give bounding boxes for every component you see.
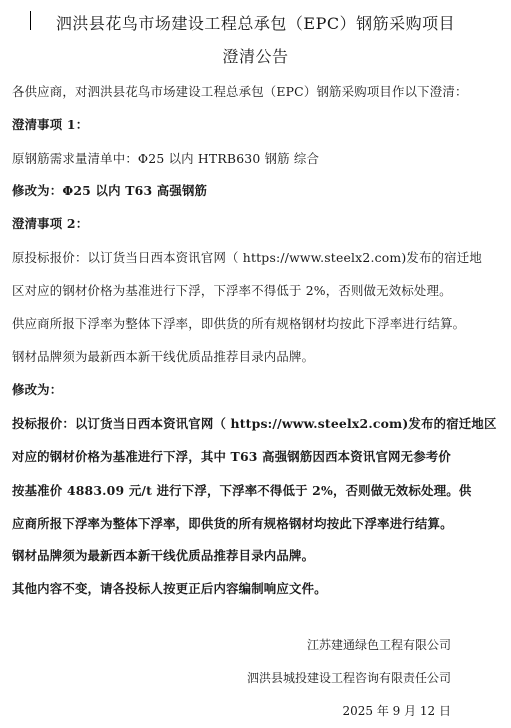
item-2-original-line: 钢材品牌须为最新西本新干线优质品推荐目录内品牌。 [12,349,315,364]
document-date: 2025 年 9 月 12 日 [342,704,451,718]
signatory-company-2: 泗洪县城投建设工程咨询有限责任公司 [246,671,451,685]
item-2-modified-line: 应商所报下浮率为整体下浮率，即供货的所有规格钢材均按此下浮率进行结算。 [12,516,453,531]
item-2-original-line: 区对应的钢材价格为基准进行下浮，下浮率不得低于 2%，否则做无效标处理。 [12,283,452,298]
item-2-modified-heading: 修改为： [12,382,63,397]
clarification-item-1-original: 原钢筋需求量清单中：Φ25 以内 HTRB630 钢筋 综合 [12,151,320,166]
item-2-original-line: 供应商所报下浮率为整体下浮率，即供货的所有规格钢材均按此下浮率进行结算。 [12,316,466,331]
closing-statement: 其他内容不变，请各投标人按更正后内容编制响应文件。 [12,581,327,596]
item-2-modified-line: 投标报价：以订货当日西本资讯官网（ https://www.steelx2.com)发布的宿迁地区 [12,416,497,431]
clarification-item-2-heading: 澄清事项 2： [12,216,89,231]
item-2-modified-line: 按基准价 4883.09 元/t 进行下浮，下浮率不得低于 2%，否则做无效标处理。供 [12,483,472,498]
item-2-modified-line: 钢材品牌须为最新西本新干线优质品推荐目录内品牌。 [12,548,315,563]
clarification-item-1-modified: 修改为：Φ25 以内 T63 高强钢筋 [12,183,208,198]
document-subtitle: 澄清公告 [222,47,289,66]
document-title: 泗洪县花鸟市场建设工程总承包（EPC）钢筋采购项目 [55,14,456,33]
signatory-company-1: 江苏建通绿色工程有限公司 [306,638,451,652]
clarification-item-1-heading: 澄清事项 1： [12,117,89,132]
intro-paragraph: 各供应商，对泗洪县花鸟市场建设工程总承包（EPC）钢筋采购项目作以下澄清： [12,84,468,99]
item-2-original-line: 原投标报价：以订货当日西本资讯官网（ https://www.steelx2.com)发布的宿迁地 [12,250,482,265]
item-2-modified-line: 对应的钢材价格为基准进行下浮，其中 T63 高强钢筋因西本资讯官网无参考价 [12,449,451,464]
